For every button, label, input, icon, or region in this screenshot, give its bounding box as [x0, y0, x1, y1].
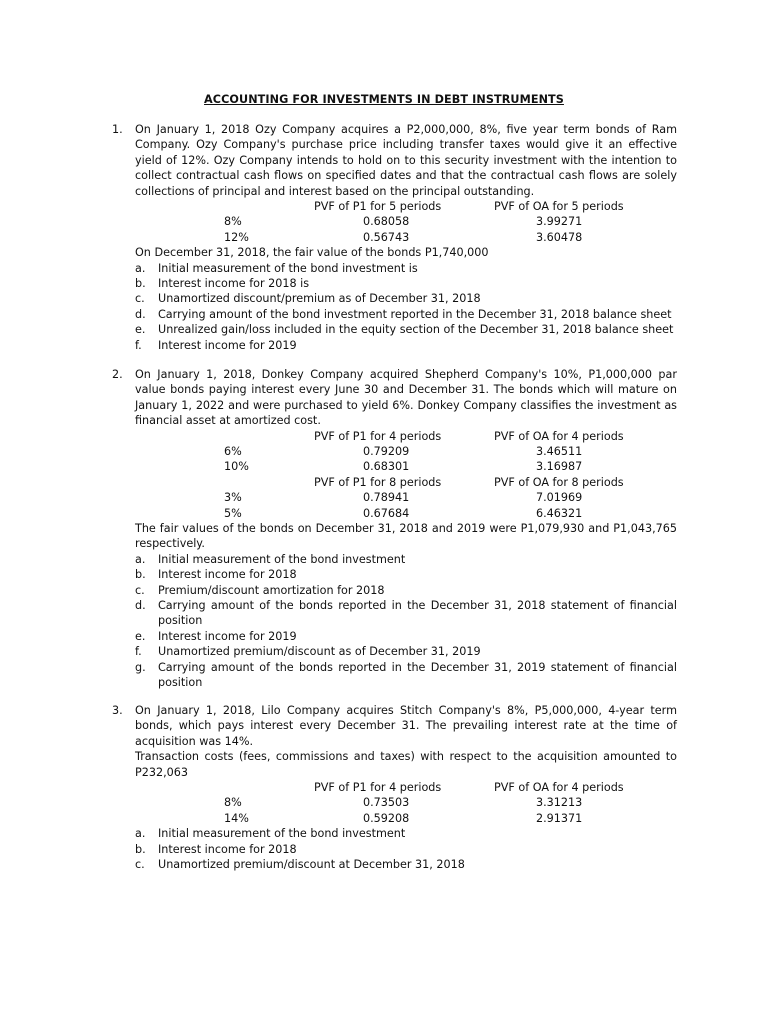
pvf-cell: 0.68301 — [363, 460, 410, 474]
list-item — [135, 826, 677, 841]
col-header: PVF of P1 for 8 periods — [314, 475, 442, 489]
pvf-cell: 0.68058 — [363, 215, 410, 229]
pvf-cell: 0.59208 — [363, 811, 410, 825]
col-header: PVF of OA for 5 periods — [494, 200, 624, 214]
item-text: Interest income for 2018 — [158, 842, 297, 856]
item-text: Interest income for 2018 — [158, 568, 297, 582]
pvf-cell: 7.01969 — [536, 491, 583, 505]
item-letter: f. — [135, 338, 142, 352]
item-text: Interest income for 2019 — [158, 629, 297, 643]
problem-number: 3. — [112, 704, 123, 717]
list-item — [135, 307, 677, 322]
question-list — [135, 261, 677, 353]
col-header: PVF of P1 for 5 periods — [314, 200, 442, 214]
table-row — [135, 490, 677, 505]
item-text: Carrying amount of the bonds reported in the December 31, 2018 statement of financial position — [158, 599, 677, 628]
item-text: Unamortized premium/discount at December 31, 2018 — [158, 858, 465, 872]
pvf-cell: 0.73503 — [363, 796, 410, 810]
item-text: Interest income for 2019 — [158, 338, 297, 352]
pvf-cell: 3.46511 — [536, 445, 583, 459]
table-row — [135, 459, 677, 474]
item-letter: a. — [135, 552, 146, 566]
item-letter: a. — [135, 827, 146, 841]
table-row — [135, 444, 677, 459]
list-item — [135, 857, 677, 872]
table-header — [135, 429, 677, 444]
rate-cell: 14% — [224, 811, 249, 825]
problem-intro: On January 1, 2018 Ozy Company acquires a P2,000,000, 8%, five year term bonds of Ram Company. Ozy Company's purchase price including transfer taxes would give it an effective yield of 12%. Ozy Company intends to hold on to this security investment with the intention to collect contractual cash flows on specified dates and that the contractual cash flows are solely collections of principal and interest based on the principal outstanding. — [135, 123, 677, 198]
list-item — [135, 629, 677, 644]
col-header: PVF of P1 for 4 periods — [314, 429, 442, 443]
rate-cell: 8% — [224, 796, 242, 810]
list-item — [135, 660, 677, 691]
pvf-cell: 3.16987 — [536, 460, 583, 474]
table-header — [135, 475, 677, 490]
item-text: Initial measurement of the bond investment is — [158, 261, 418, 275]
list-item — [135, 583, 677, 598]
item-letter: c. — [135, 583, 145, 597]
pvf-cell: 2.91371 — [536, 811, 583, 825]
item-letter: c. — [135, 292, 145, 306]
question-list — [135, 826, 677, 872]
problem-1 — [112, 122, 677, 353]
pvf-cell: 3.31213 — [536, 796, 583, 810]
col-header: PVF of OA for 4 periods — [494, 429, 624, 443]
item-text: Premium/discount amortization for 2018 — [158, 583, 385, 597]
item-letter: d. — [135, 307, 146, 321]
item-letter: f. — [135, 645, 142, 659]
list-item — [135, 322, 677, 337]
item-text: Unamortized premium/discount as of December 31, 2019 — [158, 645, 481, 659]
col-header: PVF of OA for 4 periods — [494, 781, 624, 795]
item-text: Initial measurement of the bond investment — [158, 827, 406, 841]
item-letter: a. — [135, 261, 146, 275]
table-row — [135, 230, 677, 245]
problem-intro: On January 1, 2018, Donkey Company acquired Shepherd Company's 10%, P1,000,000 par value bonds paying interest every June 30 and December 31. The bonds which will mature on January 1, 2022 and were purchased to yield 6%. Donkey Company classifies the investment as financial asset at amortized cost. — [135, 368, 677, 428]
table-row — [135, 795, 677, 810]
problem-number: 1. — [112, 123, 123, 136]
rate-cell: 5% — [224, 506, 242, 520]
item-text: Carrying amount of the bonds reported in the December 31, 2019 statement of financial position — [158, 660, 677, 690]
list-item — [135, 261, 677, 276]
item-letter: b. — [135, 568, 146, 582]
item-letter: b. — [135, 842, 146, 856]
rate-cell: 6% — [224, 445, 242, 459]
page-title: ACCOUNTING FOR INVESTMENTS IN DEBT INSTRUMENTS — [204, 93, 564, 106]
problem-note: The fair values of the bonds on December 31, 2018 and 2019 were P1,079,930 and P1,043,765 respectively. — [135, 521, 677, 551]
list-item — [135, 567, 677, 582]
table-row — [135, 214, 677, 229]
pvf-table — [135, 429, 677, 521]
pvf-cell: 0.78941 — [363, 491, 410, 505]
pvf-cell: 0.79209 — [363, 445, 410, 459]
problem-intro: On January 1, 2018, Lilo Company acquires Stitch Company's 8%, P5,000,000, 4-year term bonds, which pays interest every December 31. The prevailing interest rate at the time of acquisition was 14%. — [135, 704, 677, 748]
question-list — [135, 552, 677, 691]
item-text: Initial measurement of the bond investment — [158, 552, 406, 566]
list-item — [135, 338, 677, 353]
problem-3 — [112, 703, 677, 872]
list-item — [135, 644, 677, 659]
item-letter: c. — [135, 858, 145, 872]
problem-2 — [112, 367, 677, 690]
pvf-cell: 0.56743 — [363, 230, 410, 244]
rate-cell: 12% — [224, 230, 249, 244]
item-letter: d. — [135, 599, 146, 612]
pvf-cell: 6.46321 — [536, 506, 583, 520]
table-row — [135, 811, 677, 826]
item-text: Carrying amount of the bond investment reported in the December 31, 2018 balance sheet — [158, 307, 672, 321]
pvf-cell: 3.99271 — [536, 215, 583, 229]
item-letter: e. — [135, 629, 146, 643]
problem-note: On December 31, 2018, the fair value of the bonds P1,740,000 — [135, 246, 489, 260]
col-header: PVF of P1 for 4 periods — [314, 781, 442, 795]
list-item — [135, 291, 677, 306]
pvf-table — [135, 199, 677, 245]
pvf-cell: 0.67684 — [363, 506, 410, 520]
problem-number: 2. — [112, 368, 123, 381]
rate-cell: 8% — [224, 215, 242, 229]
table-header — [135, 199, 677, 214]
list-item — [135, 598, 677, 629]
pvf-table — [135, 780, 677, 826]
pvf-cell: 3.60478 — [536, 230, 583, 244]
list-item — [135, 276, 677, 291]
col-header: PVF of OA for 8 periods — [494, 475, 624, 489]
item-letter: g. — [135, 660, 146, 674]
rate-cell: 3% — [224, 491, 242, 505]
list-item — [135, 842, 677, 857]
item-text: Unrealized gain/loss included in the equity section of the December 31, 2018 balance sheet — [158, 323, 674, 337]
table-row — [135, 506, 677, 521]
item-text: Interest income for 2018 is — [158, 277, 310, 291]
table-header — [135, 780, 677, 795]
item-letter: e. — [135, 323, 146, 337]
item-letter: b. — [135, 277, 146, 291]
list-item — [135, 552, 677, 567]
item-text: Unamortized discount/premium as of December 31, 2018 — [158, 292, 481, 306]
problem-intro-costs: Transaction costs (fees, commissions and taxes) with respect to the acquisition amounted to P232,063 — [135, 750, 677, 779]
rate-cell: 10% — [224, 460, 249, 474]
